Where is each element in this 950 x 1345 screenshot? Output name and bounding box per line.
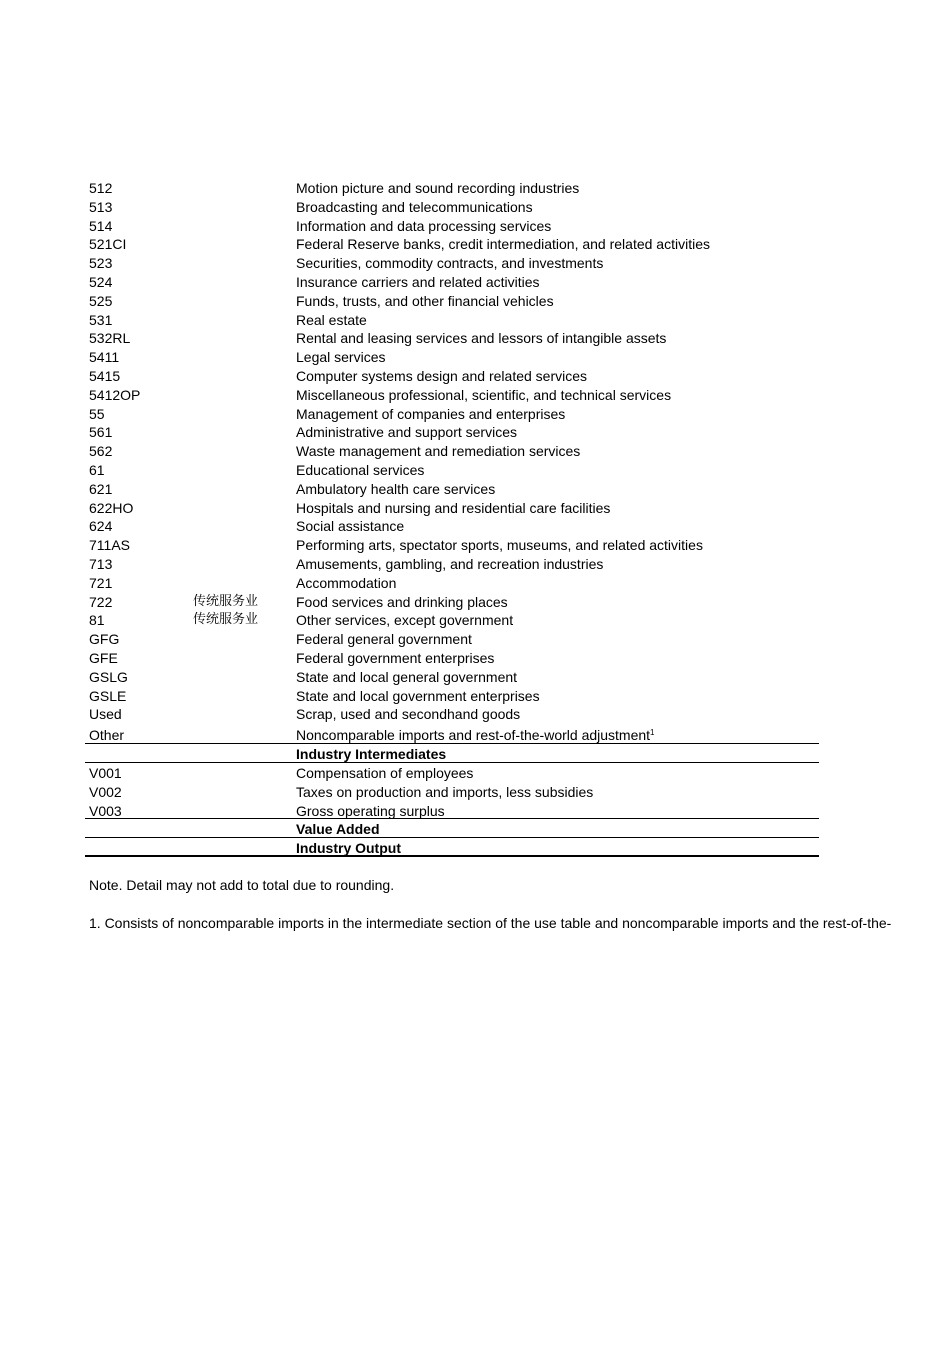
sector-category-label: 传统服务业: [193, 612, 259, 628]
table-row: 524 Insurance carriers and related activities: [89, 273, 540, 290]
table-row: 5415 Computer systems design and related services: [89, 367, 588, 384]
table-row: GSLG State and local general government: [89, 668, 518, 685]
industry-intermediates-row: Industry Intermediates: [296, 746, 447, 762]
table-row: 55 Management of companies and enterprises: [89, 405, 566, 422]
table-row: V001 Compensation of employees: [89, 765, 474, 781]
table-row: 5412OP Miscellaneous professional, scientific, and technical services: [89, 386, 672, 403]
table-row: 81 传统服务业 Other services, except government: [89, 612, 514, 629]
table-row: V002 Taxes on production and imports, less subsidies: [89, 784, 594, 800]
table-row: 711AS Performing arts, spectator sports, museums, and related activities: [89, 537, 703, 554]
table-row: 523 Securities, commodity contracts, and investments: [89, 255, 604, 272]
table-row: 61 Educational services: [89, 461, 425, 478]
industry-output-row: Industry Output: [296, 840, 401, 856]
table-row: V003 Gross operating surplus: [89, 803, 445, 819]
table-row: 512 Motion picture and sound recording industries: [89, 180, 580, 196]
table-row: 532RL Rental and leasing services and lessors of intangible assets: [89, 330, 667, 347]
table-row: 513 Broadcasting and telecommunications: [89, 198, 533, 215]
footnote-text: 1. Consists of noncomparable imports in the intermediate section of the use table and noncomparable imports and the rest-of-the-: [89, 915, 892, 931]
table-row: 514 Information and data processing services: [89, 217, 552, 234]
table-row: 562 Waste management and remediation services: [89, 443, 581, 460]
footnote-mark: 1: [650, 728, 655, 737]
table-note: Note. Detail may not add to total due to rounding.: [89, 877, 395, 893]
table-rule: [85, 855, 819, 857]
table-row: 722 传统服务业 Food services and drinking places: [89, 593, 508, 610]
table-row: Used Scrap, used and secondhand goods: [89, 706, 521, 723]
table-row: 5411 Legal services: [89, 349, 386, 366]
table-rule: [85, 743, 819, 744]
table-row: 561 Administrative and support services: [89, 424, 517, 441]
table-row: 622HO Hospitals and nursing and residential care facilities: [89, 499, 611, 516]
table-row: GFE Federal government enterprises: [89, 649, 495, 666]
table-row: GFG Federal general government: [89, 631, 472, 648]
table-row: GSLE State and local government enterprises: [89, 687, 540, 704]
table-rule: [85, 762, 819, 763]
value-added-row: Value Added: [296, 821, 380, 837]
table-row: 531 Real estate: [89, 311, 367, 328]
table-rule: [85, 818, 819, 819]
table-row: 713 Amusements, gambling, and recreation industries: [89, 555, 604, 572]
table-row: 525 Funds, trusts, and other financial vehicles: [89, 292, 554, 309]
table-row: 721 Accommodation: [89, 574, 397, 591]
table-row: 621 Ambulatory health care services: [89, 480, 496, 497]
industry-table: [0, 179, 950, 724]
table-row: 521CI Federal Reserve banks, credit intermediation, and related activities: [89, 236, 710, 253]
table-rule: [85, 837, 819, 838]
table-row-other: Other Noncomparable imports and rest-of-the-world adjustment$^1$: [89, 727, 655, 743]
sector-category-label: 传统服务业: [193, 593, 259, 609]
table-row: 624 Social assistance: [89, 518, 405, 535]
